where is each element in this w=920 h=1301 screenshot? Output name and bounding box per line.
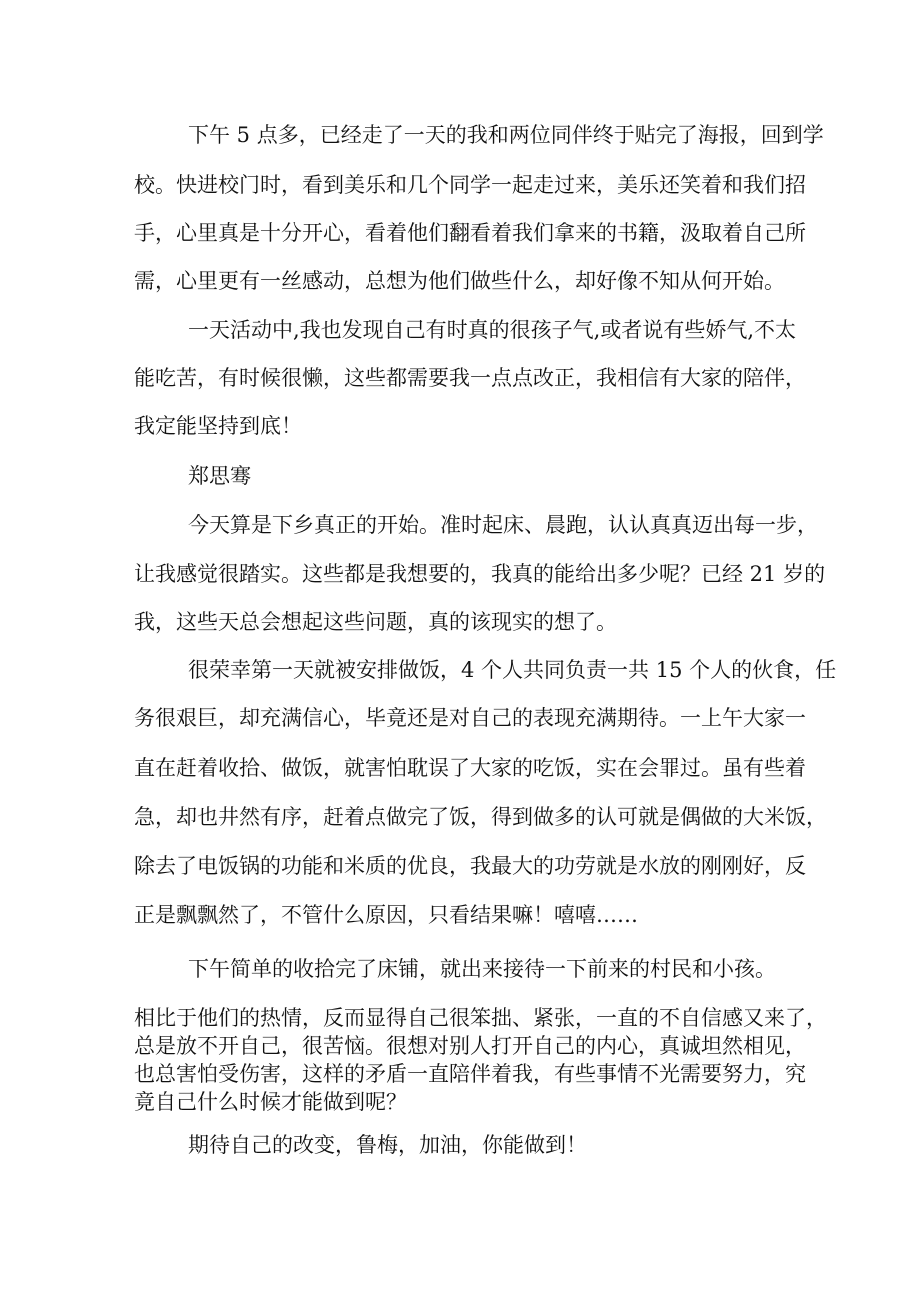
text-line: 直在赶着收拾、做饭，就害怕耽误了大家的吃饭，实在会罪过。虽有些着: [134, 756, 806, 780]
text-line: 今天算是下乡真正的开始。准时起床、晨跑，认认真真迈出每一步，: [188, 513, 818, 537]
text-line: 正是飘飘然了，不管什么原因，只看结果嘛！嘻嘻……: [134, 903, 638, 927]
text-line: 我，这些天总会想起这些问题，真的该现实的想了。: [134, 610, 617, 634]
text-line: 很荣幸第一天就被安排做饭，4 个人共同负责一共 15 个人的伙食，任: [188, 658, 837, 682]
text-line: 总是放不开自己，很苦恼。很想对别人打开自己的内心，真诚坦然相见，: [134, 1034, 806, 1058]
text-line: 除去了电饭锅的功能和米质的优良，我最大的功劳就是水放的刚刚好，反: [134, 854, 806, 878]
text-line: 期待自己的改变，鲁梅，加油，你能做到！: [188, 1133, 587, 1157]
text-line: 能吃苦，有时候很懒，这些都需要我一点点改正，我相信有大家的陪伴，: [134, 366, 806, 390]
text-line: 也总害怕受伤害，这样的矛盾一直陪伴着我，有些事情不光需要努力，究: [134, 1062, 806, 1086]
text-line: 急，却也井然有序，赶着点做完了饭，得到做多的认可就是偶做的大米饭，: [134, 805, 827, 829]
text-line: 下午简单的收拾完了床铺，就出来接待一下前来的村民和小孩。: [188, 957, 776, 981]
text-line: 务很艰巨，却充满信心，毕竟还是对自己的表现充满期待。一上午大家一: [134, 706, 806, 730]
text-line: 竟自己什么时候才能做到呢？: [134, 1090, 407, 1114]
text-line: 一天活动中,我也发现自己有时真的很孩子气,或者说有些娇气,不太: [188, 318, 797, 342]
text-line: 需，心里更有一丝感动，总想为他们做些什么，却好像不知从何开始。: [134, 269, 785, 293]
text-line: 让我感觉很踏实。这些都是我想要的，我真的能给出多少呢？已经 21 岁的: [134, 562, 826, 586]
text-line: 下午 5 点多，已经走了一天的我和两位同伴终于贴完了海报，回到学: [188, 123, 824, 147]
text-line: 校。快进校门时，看到美乐和几个同学一起走过来，美乐还笑着和我们招: [134, 173, 806, 197]
text-line: 我定能坚持到底！: [134, 414, 302, 438]
text-line: 相比于他们的热情，反而显得自己很笨拙、紧张，一直的不自信感又来了，: [134, 1006, 827, 1030]
text-line: 手，心里真是十分开心，看着他们翻看着我们拿来的书籍，汲取着自己所: [134, 221, 806, 245]
author-name: 郑思骞: [188, 464, 251, 488]
